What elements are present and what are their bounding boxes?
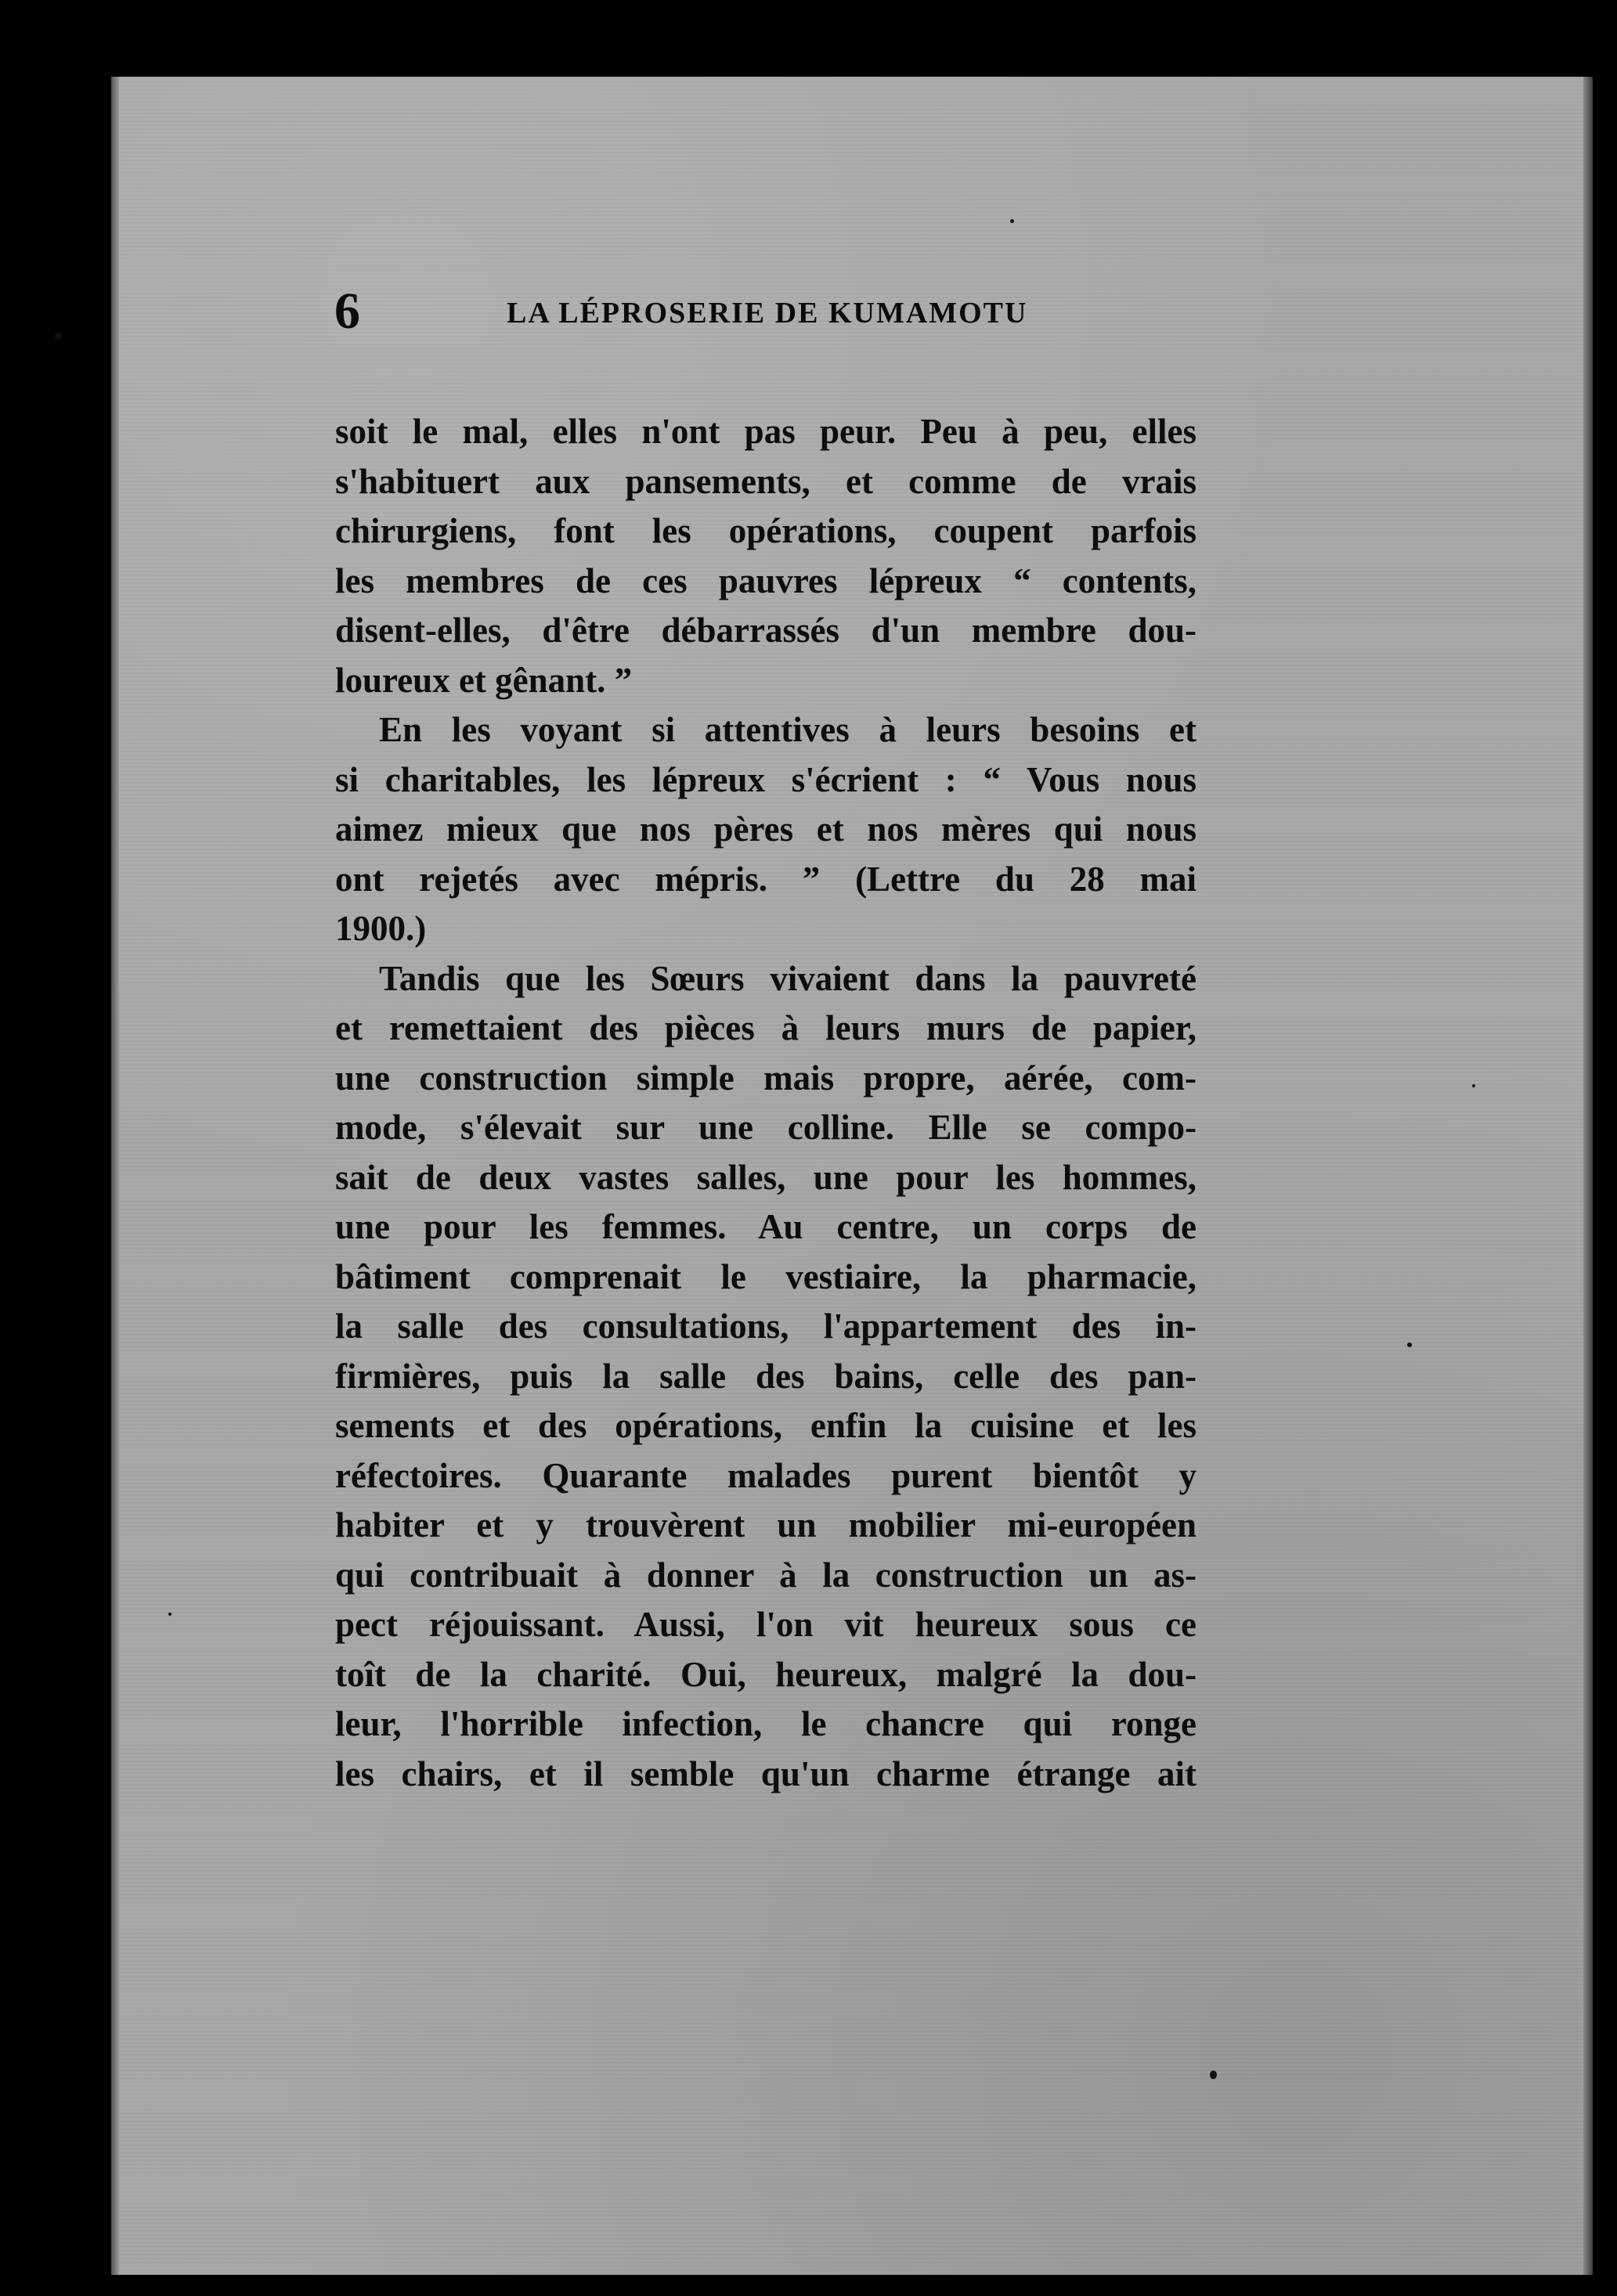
text-line: pect réjouissant. Aussi, l'on vit heureux sous ce — [335, 1605, 1197, 1644]
text-line: s'habituert aux pansements, et comme de vrais — [335, 461, 1197, 501]
text-line: sait de deux vastes salles, une pour les hommes, — [335, 1157, 1197, 1197]
scan-speck — [1407, 1343, 1412, 1347]
page-right-edge — [1583, 77, 1593, 2275]
scan-speck — [1010, 219, 1014, 223]
scan-speck — [1472, 1084, 1475, 1087]
text-line: bâtiment comprenait le vestiaire, la pharmacie, — [335, 1256, 1197, 1296]
text-line: sements et des opérations, enfin la cuisine et les — [335, 1406, 1197, 1445]
text-line: si charitables, les lépreux s'écrient : “ Vous nous — [335, 759, 1197, 799]
scan-speck — [1210, 2071, 1217, 2079]
text-line: ont rejetés avec mépris. ” (Lettre du 28 mai — [335, 859, 1197, 899]
text-line: et remettaient des pièces à leurs murs de papier, — [335, 1008, 1197, 1047]
text-line: aimez mieux que nos pères et nos mères qui nous — [335, 809, 1197, 849]
text-line: chirurgiens, font les opérations, coupent parfois — [335, 511, 1197, 550]
text-line: habiter et y trouvèrent un mobilier mi-européen — [335, 1505, 1197, 1544]
text-line: la salle des consultations, l'appartement des in- — [335, 1307, 1197, 1346]
text-line: loureux et gênant. ” — [335, 660, 633, 700]
text-line: qui contribuait à donner à la construction un as- — [335, 1555, 1197, 1595]
text-line: En les voyant si attentives à leurs besoins et — [379, 710, 1197, 749]
page-number: 6 — [334, 283, 360, 340]
scan-speck — [168, 1613, 171, 1616]
scan-speck — [55, 333, 62, 340]
text-line: les chairs, et il semble qu'un charme étrange ait — [335, 1754, 1197, 1793]
text-line: mode, s'élevait sur une colline. Elle se compo- — [335, 1108, 1197, 1147]
text-line: réfectoires. Quarante malades purent bientôt y — [335, 1455, 1197, 1495]
text-line: leur, l'horrible infection, le chancre qui ronge — [335, 1704, 1197, 1743]
text-line: toît de la charité. Oui, heureux, malgré la dou- — [335, 1654, 1197, 1694]
text-line: les membres de ces pauvres lépreux “ contents, — [335, 560, 1197, 600]
page-header — [334, 282, 1188, 344]
body-text — [335, 407, 1197, 1799]
text-line: Tandis que les Sœurs vivaient dans la pauvreté — [379, 958, 1197, 998]
text-line: une pour les femmes. Au centre, un corps de — [335, 1207, 1197, 1246]
text-line: 1900.) — [335, 909, 427, 948]
text-line: une construction simple mais propre, aérée, com- — [335, 1058, 1197, 1098]
page-left-edge — [111, 77, 119, 2275]
text-line: firmières, puis la salle des bains, celle des pan- — [335, 1356, 1197, 1396]
running-title: LA LÉPROSERIE DE KUMAMOTU — [507, 297, 1028, 330]
text-line: disent-elles, d'être débarrassés d'un membre dou- — [335, 611, 1197, 650]
text-line: soit le mal, elles n'ont pas peur. Peu à peu, elles — [335, 412, 1197, 451]
